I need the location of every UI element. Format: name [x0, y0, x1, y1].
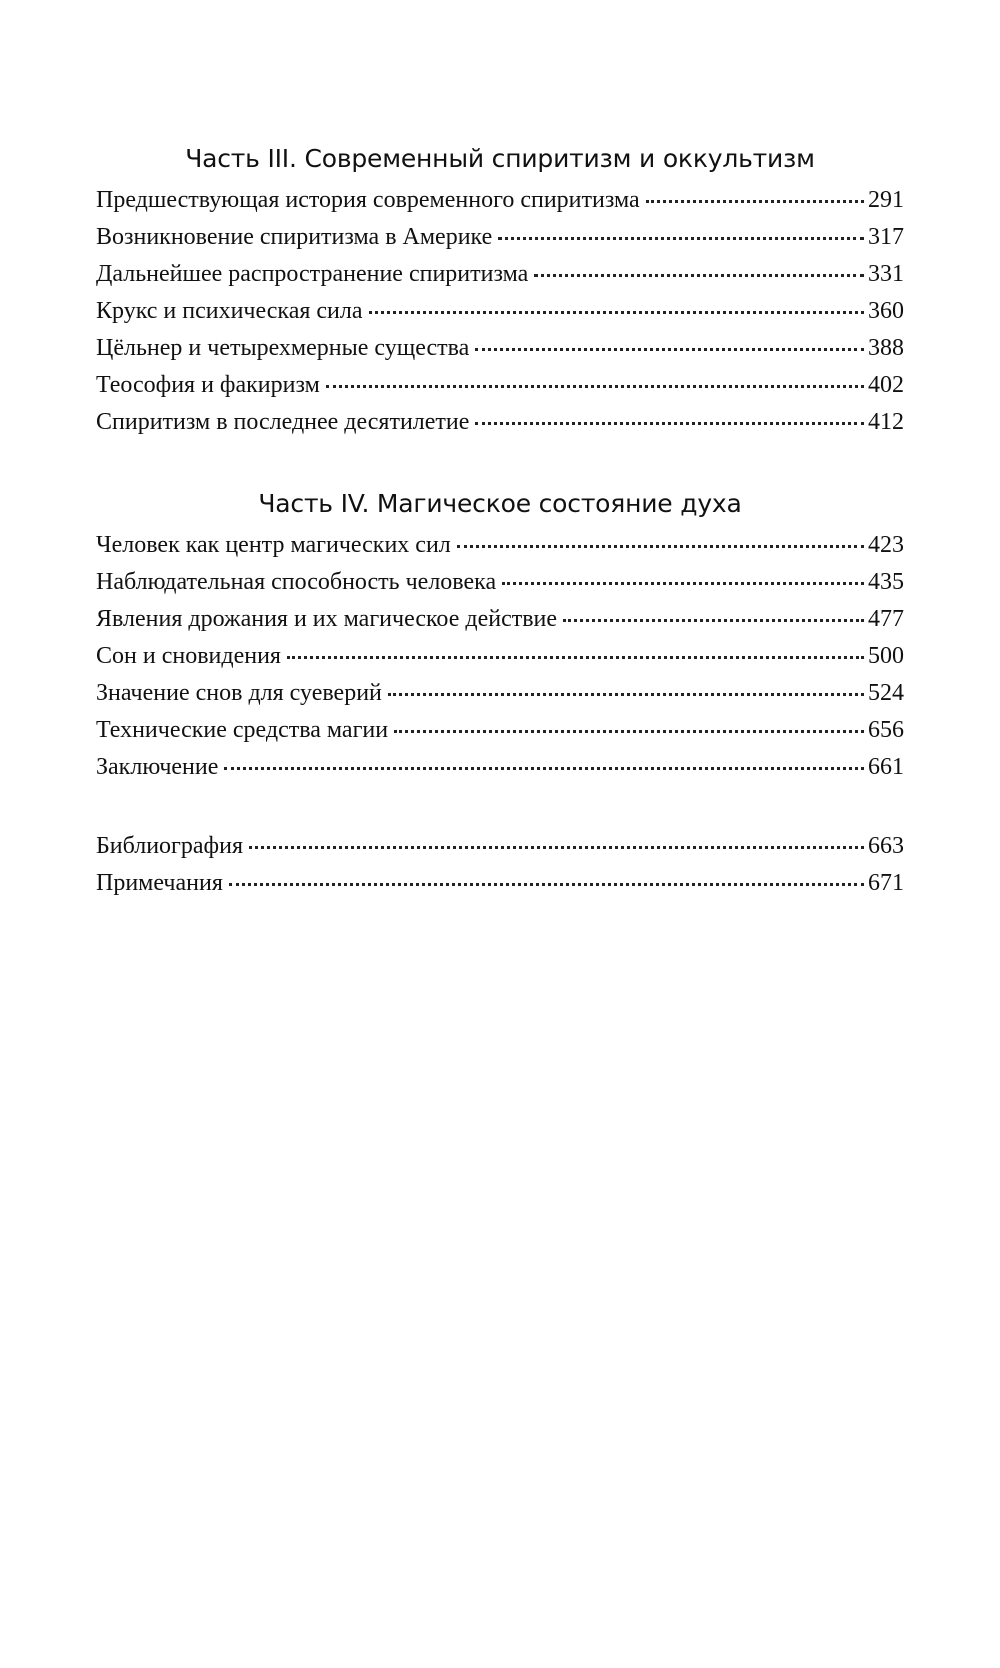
dot-leader [394, 730, 864, 733]
dot-leader [502, 582, 864, 585]
toc-entry[interactable] [96, 828, 904, 865]
entry-title: Дальнейшее распространение спиритизма [96, 261, 529, 287]
toc-entry[interactable] [96, 330, 904, 367]
entry-title: Предшествующая история современного спиритизма [96, 187, 640, 213]
toc-entry[interactable] [96, 219, 904, 256]
entry-page-number: 435 [868, 569, 904, 595]
toc-entry[interactable] [96, 564, 904, 601]
toc-entry[interactable] [96, 404, 904, 441]
dot-leader [534, 274, 864, 277]
toc-entry[interactable] [96, 527, 904, 564]
dot-leader [475, 422, 864, 425]
entry-page-number: 500 [868, 643, 904, 669]
back-matter-entries [96, 828, 904, 902]
entry-title: Наблюдательная способность человека [96, 569, 497, 595]
toc-entry[interactable] [96, 638, 904, 675]
entry-title: Заключение [96, 754, 219, 780]
toc-entry[interactable] [96, 256, 904, 293]
entry-page-number: 663 [868, 833, 904, 859]
entry-title: Крукс и психическая сила [96, 298, 363, 324]
entry-page-number: 402 [868, 372, 904, 398]
dot-leader [457, 545, 864, 548]
toc-entry[interactable] [96, 367, 904, 404]
toc-entry[interactable] [96, 182, 904, 219]
entry-title: Теософия и факиризм [96, 372, 320, 398]
entry-title: Примечания [96, 870, 223, 896]
toc-entry[interactable] [96, 749, 904, 786]
dot-leader [249, 846, 864, 849]
dot-leader [369, 311, 864, 314]
entry-title: Человек как центр магических сил [96, 532, 451, 558]
entry-page-number: 412 [868, 409, 904, 435]
entry-title: Цёльнер и четырехмерные существа [96, 335, 470, 361]
table-of-contents [96, 0, 904, 902]
entry-page-number: 671 [868, 870, 904, 896]
toc-entry[interactable] [96, 601, 904, 638]
dot-leader [287, 656, 864, 659]
entry-page-number: 331 [868, 261, 904, 287]
entry-title: Сон и сновидения [96, 643, 281, 669]
toc-entry[interactable] [96, 675, 904, 712]
part-4-entries [96, 527, 904, 786]
entry-page-number: 477 [868, 606, 904, 632]
entry-title: Значение снов для суеверий [96, 680, 382, 706]
dot-leader [388, 693, 864, 696]
toc-entry[interactable] [96, 712, 904, 749]
toc-entry[interactable] [96, 293, 904, 330]
entry-page-number: 291 [868, 187, 904, 213]
dot-leader [475, 348, 864, 351]
part-3-entries [96, 182, 904, 441]
entry-page-number: 524 [868, 680, 904, 706]
entry-title: Технические средства магии [96, 717, 389, 743]
entry-title: Библиография [96, 833, 243, 859]
entry-page-number: 317 [868, 224, 904, 250]
dot-leader [498, 237, 864, 240]
entry-page-number: 661 [868, 754, 904, 780]
entry-page-number: 360 [868, 298, 904, 324]
toc-entry[interactable] [96, 865, 904, 902]
entry-page-number: 423 [868, 532, 904, 558]
dot-leader [229, 883, 864, 886]
part-3-title: Часть III. Современный спиритизм и оккультизм [185, 144, 815, 173]
dot-leader [563, 619, 864, 622]
dot-leader [224, 767, 864, 770]
entry-title: Возникновение спиритизма в Америке [96, 224, 493, 250]
dot-leader [646, 200, 864, 203]
entry-title: Явления дрожания и их магическое действие [96, 606, 558, 632]
entry-page-number: 656 [868, 717, 904, 743]
entry-title: Спиритизм в последнее десятилетие [96, 409, 470, 435]
part-4-title: Часть IV. Магическое состояние духа [258, 489, 742, 518]
dot-leader [326, 385, 864, 388]
entry-page-number: 388 [868, 335, 904, 361]
